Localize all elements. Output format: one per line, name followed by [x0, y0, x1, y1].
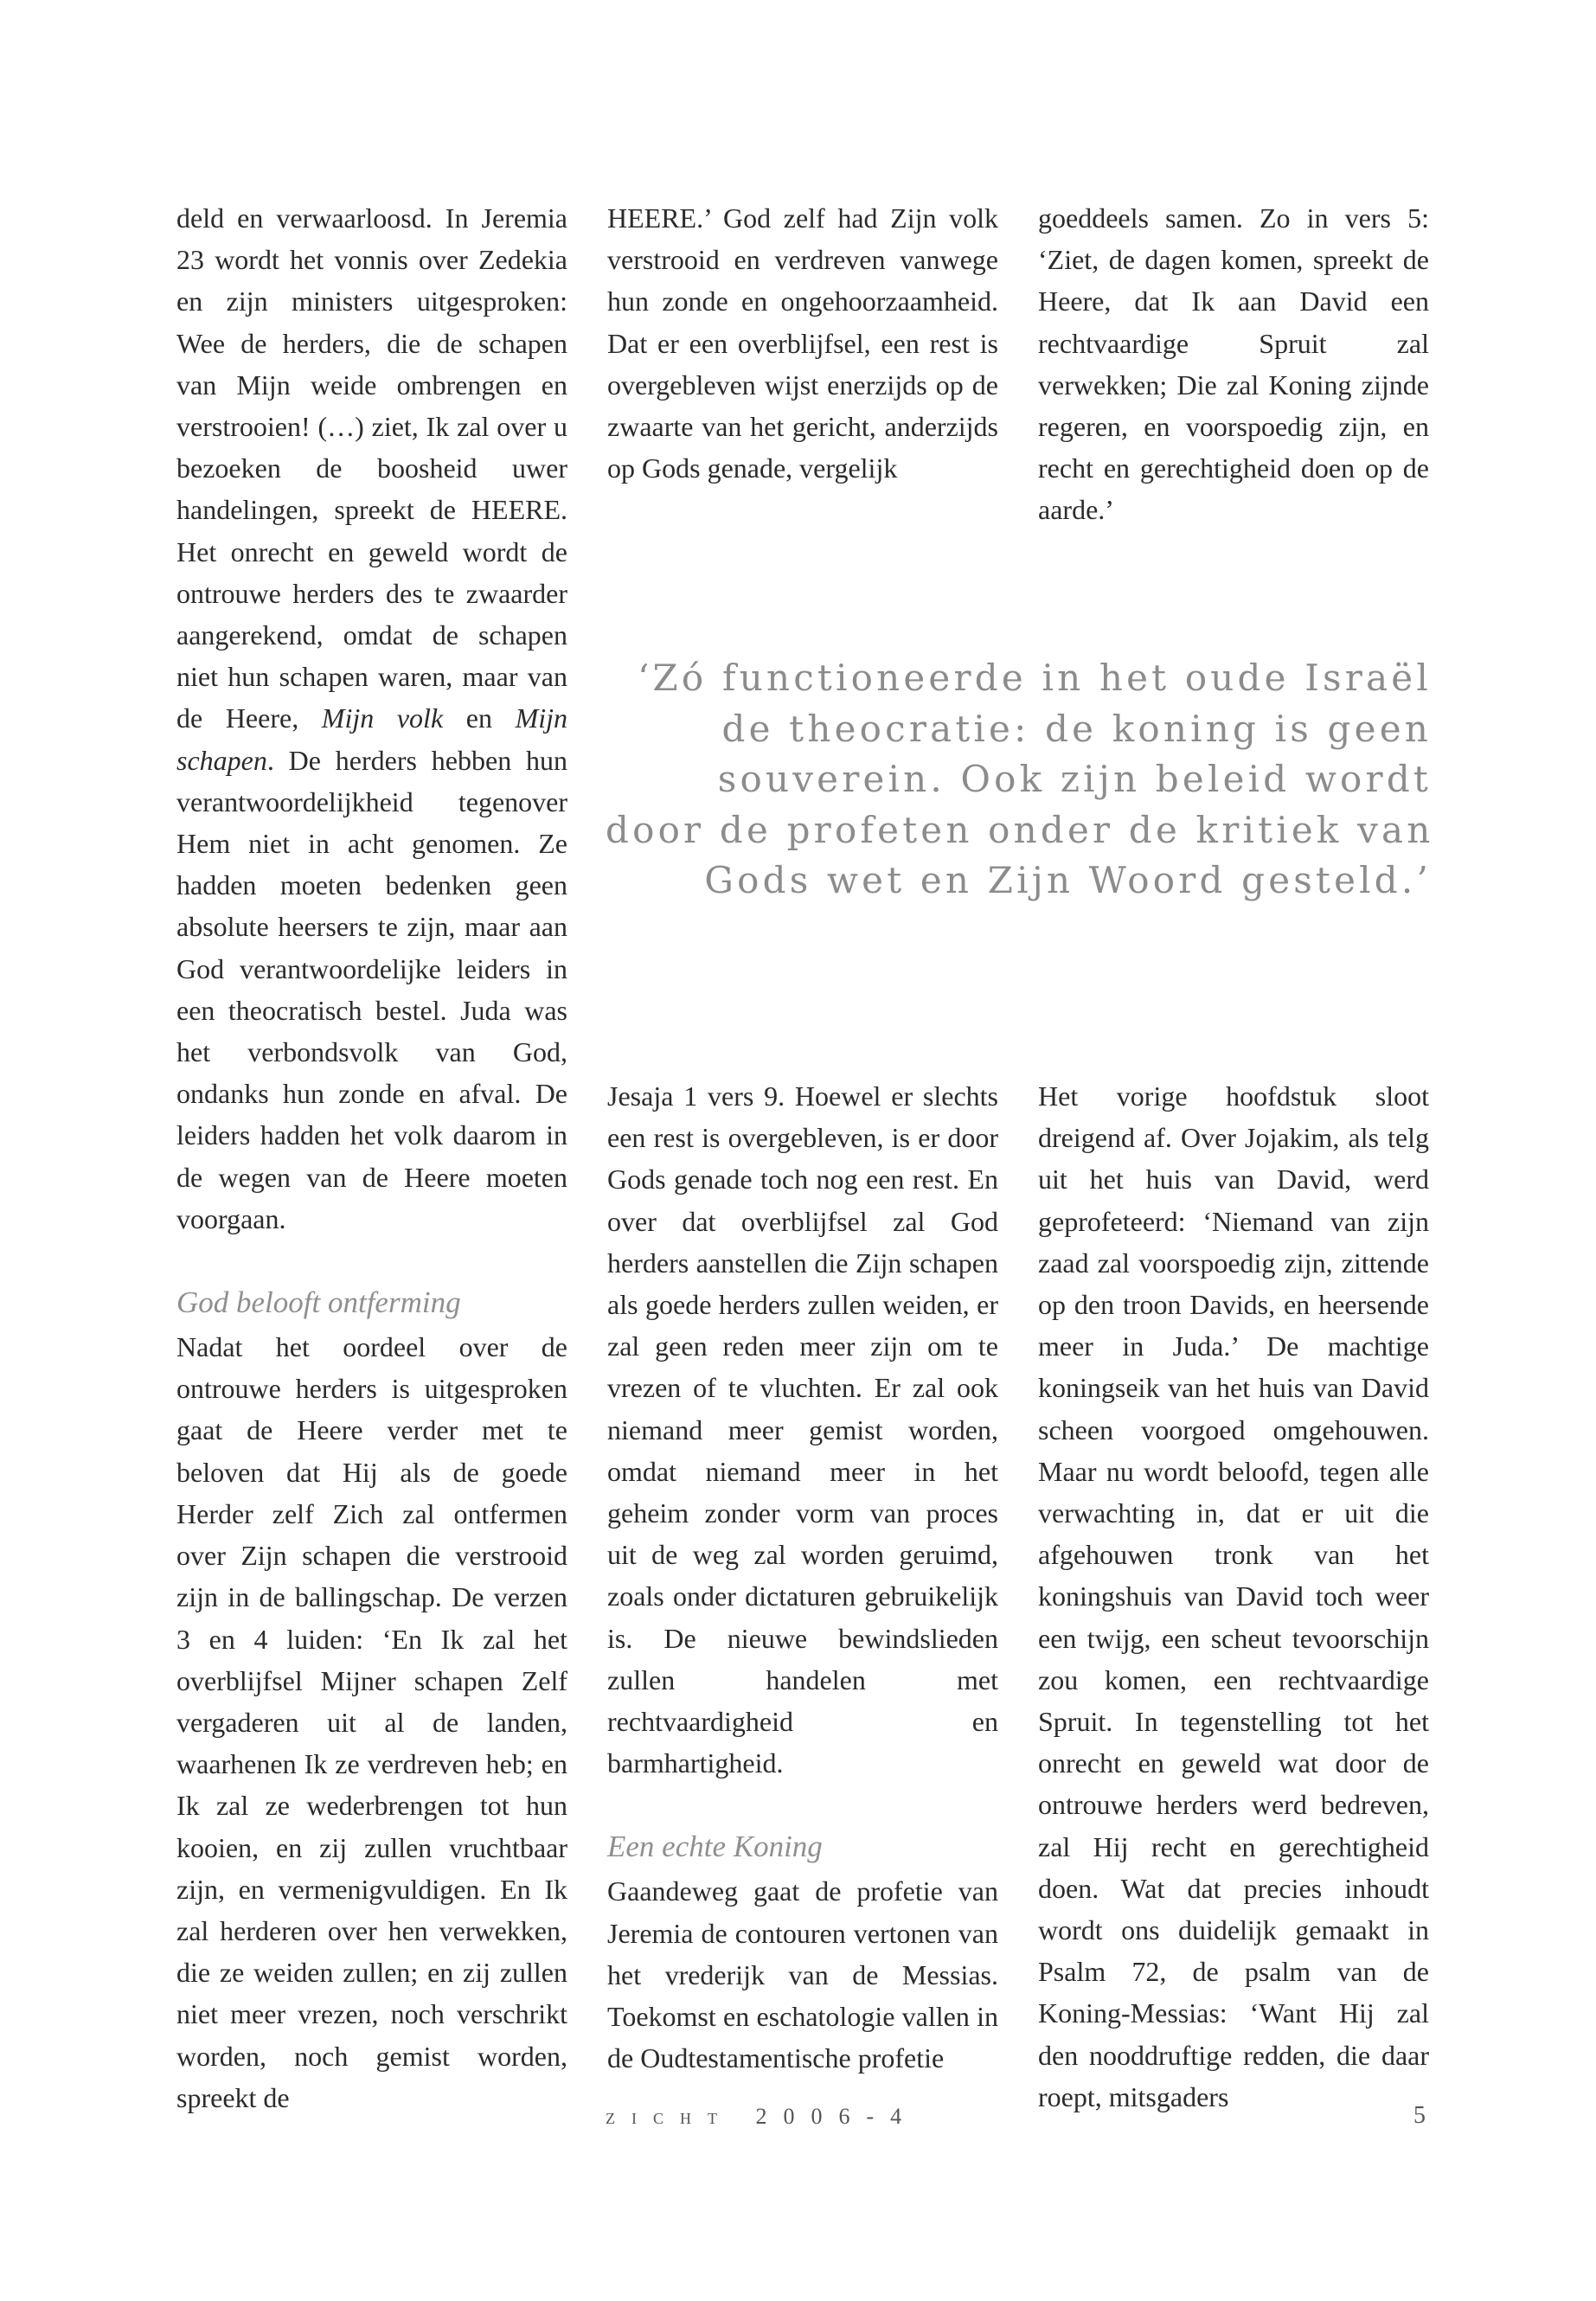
pull-quote-line: souverein. Ook zijn beleid wordt: [717, 758, 1432, 800]
journal-footer: zicht 2006-4: [606, 2104, 919, 2129]
pull-quote-line: de theocratie: de koning is geen: [721, 707, 1432, 750]
emphasis-text: Mijn schapen: [176, 702, 567, 776]
pull-quote-line: ‘Zó functioneerde in het oude Israël: [637, 657, 1432, 699]
pull-quote: [606, 653, 1432, 907]
pull-quote-line: door de profeten onder de kritiek van: [606, 808, 1434, 851]
article-column-3-top: [1038, 197, 1429, 531]
article-column-2-top: [607, 197, 998, 489]
body-paragraph: goeddeels samen. Zo in vers 5: ‘Ziet, de dagen komen, spreekt de Heere, dat Ik aan David een rechtvaardige Spruit zal verwekken; Die zal Koning zijnde regeren, en voorspoedig zijn, en recht en gerechtigheid doen op de aarde.’: [1038, 202, 1429, 526]
pull-quote-line: Gods wet en Zijn Woord gesteld.’: [704, 859, 1432, 901]
emphasis-text: Mijn volk: [321, 702, 444, 734]
body-paragraph: Jesaja 1 vers 9. Hoewel er slechts een rest is overgebleven, is er door Gods genade toch nog een rest. En over dat overblijfsel zal God herders aanstellen die Zijn schapen als goede herders zullen weiden, er zal geen reden meer zijn om te vrezen of te vluchten. Er zal ook niemand meer gemist worden, omdat niemand meer in het geheim zonder vorm van proces uit de weg zal worden geruimd, zoals onder dictaturen gebruikelijk is. De nieuwe bewindslieden zullen handelen met rechtvaardigheid en barmhartigheid.: [607, 1080, 998, 1779]
body-paragraph: HEERE.’ God zelf had Zijn volk verstrooid en verdreven vanwege hun zonde en ongehoorzaamheid. Dat er een overblijfsel, een rest is overgebleven wijst enerzijds op de zwaarte van het gericht, anderzijds op Gods genade, vergelijk: [607, 202, 998, 484]
section-subheading: God belooft ontferming: [176, 1285, 461, 1320]
article-column-3-bottom: [1038, 1075, 1429, 2118]
body-paragraph: Het vorige hoofdstuk sloot dreigend af. Over Jojakim, als telg uit het huis van David, werd geprofeteerd: ‘Niemand van zijn zaad zal voorspoedig zijn, zittende op den troon Davids, en heersende meer in Juda.’ De machtige koningseik van het huis van David scheen voorgoed omgehouwen. Maar nu wordt beloofd, tegen alle verwachting in, dat er uit die afgehouwen tronk van het koningshuis van David toch weer een twijg, een scheut tevoorschijn zou komen, een rechtvaardige Spruit. In tegenstelling tot het onrecht en geweld wat door de ontrouwe herders werd bedreven, zal Hij recht en gerechtigheid doen. Wat dat precies inhoudt wordt ons duidelijk gemaakt in Psalm 72, de psalm van de Koning-Messias: ‘Want Hij zal den nooddruftige redden, die daar roept, mitsgaders: [1038, 1080, 1429, 2112]
article-column-1: [176, 197, 567, 2118]
page-number: 5: [1413, 2102, 1426, 2129]
body-paragraph: Nadat het oordeel over de ontrouwe herders is uitgesproken gaat de Heere verder met te beloven dat Hij als de goede Herder zelf Zich zal ontfermen over Zijn schapen die verstrooid zijn in de ballingschap. De verzen 3 en 4 luiden: ‘En Ik zal het overblijfsel Mijner schapen Zelf vergaderen uit al de landen, waarhenen Ik ze verdreven heb; en Ik zal ze wederbrengen tot hun kooien, en zij zullen vruchtbaar zijn, en vermenigvuldigen. En Ik zal herderen over hen verwekken, die ze weiden zullen; en zij zullen niet meer vrezen, noch verschrikt worden, noch gemist worden, spreekt de: [176, 1331, 567, 2113]
body-paragraph: Gaandeweg gaat de profetie van Jeremia de contouren vertonen van het vrederijk van de Messias. Toekomst en eschatologie vallen in de Oudtestamentische profetie: [607, 1875, 998, 2074]
article-column-2-bottom: [607, 1075, 998, 2079]
paragraph-spacer: [176, 1240, 567, 1281]
paragraph-spacer: [607, 1784, 998, 1825]
section-subheading: Een echte Koning: [607, 1830, 823, 1864]
body-paragraph: deld en verwaarloosd. In Jeremia 23 wordt het vonnis over Zedekia en zijn ministers uitgesproken: Wee de herders, die de schapen van Mijn weide ombrengen en verstrooien! (…) ziet, Ik zal over u bezoeken de boosheid uwer handelingen, spreekt de HEERE. Het onrecht en geweld wordt de ontrouwe herders des te zwaarder aangerekend, omdat de schapen niet hun schapen waren, maar van de Heere, Mijn volk en Mijn schapen. De herders hebben hun verantwoordelijkheid tegenover Hem niet in acht genomen. Ze hadden moeten bedenken geen absolute heersers te zijn, maar aan God verantwoordelijke leiders in een theocratisch bestel. Juda was het verbondsvolk van God, ondanks hun zonde en afval. De leiders hadden het volk daarom in de wegen van de Heere moeten voorgaan.: [176, 202, 567, 1234]
